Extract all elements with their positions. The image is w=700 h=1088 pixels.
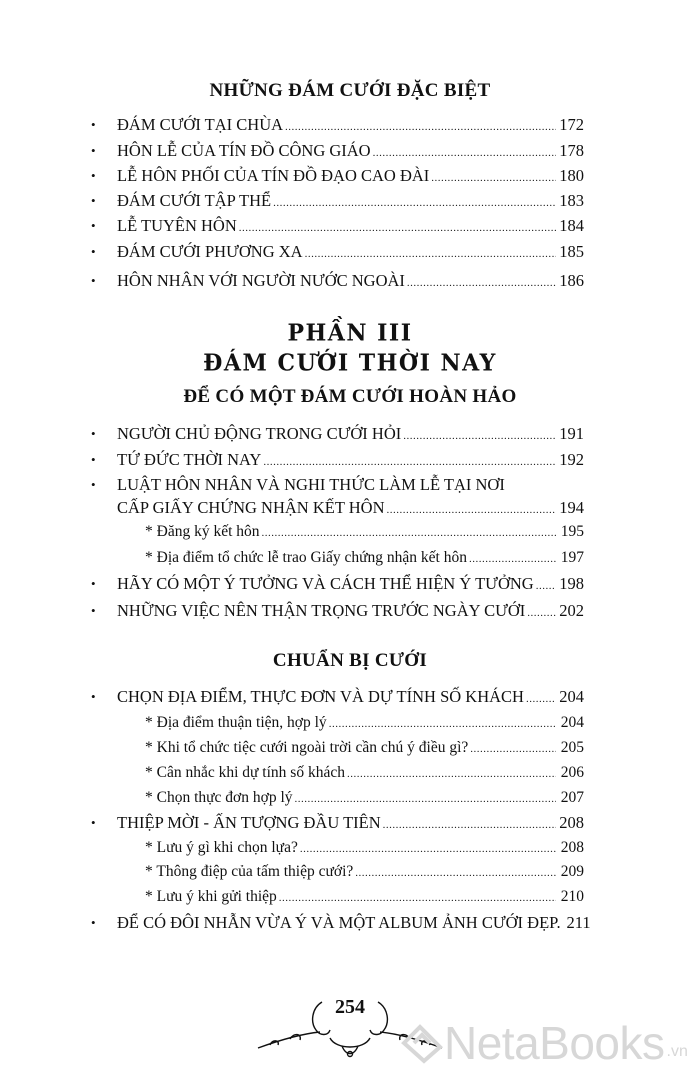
bullet-icon: • <box>91 218 96 233</box>
toc-entry-page: 208 <box>560 839 584 856</box>
toc-subentry-label: * Địa điểm thuận tiện, hợp lý <box>145 714 327 731</box>
toc-entry[interactable] <box>92 240 584 264</box>
toc-subentry-label: * Thông điệp của tấm thiệp cưới? <box>145 863 354 880</box>
toc-subentry-label: * Đăng ký kết hôn <box>145 523 260 540</box>
dot-leader <box>329 712 556 736</box>
section-heading-dac-biet: NHỮNG ĐÁM CƯỚI ĐẶC BIỆT <box>209 80 491 101</box>
toc-entry-page: 178 <box>559 141 584 160</box>
bullet-icon: • <box>91 168 96 183</box>
dot-leader <box>373 141 556 165</box>
toc-entry-page: 172 <box>559 115 584 134</box>
dot-leader <box>407 271 556 295</box>
toc-entry-label: LỄ TUYÊN HÔN <box>117 216 237 235</box>
dot-leader <box>386 498 556 522</box>
toc-entry-page: 195 <box>560 523 584 540</box>
toc-subentry[interactable] <box>145 711 584 735</box>
toc-subentry[interactable] <box>145 736 584 760</box>
dot-leader <box>262 521 556 545</box>
bullet-icon: • <box>91 576 96 591</box>
dot-leader <box>536 574 556 598</box>
dot-leader <box>403 424 556 448</box>
bullet-icon: • <box>91 477 96 492</box>
toc-entry-page: 186 <box>559 271 584 290</box>
bullet-icon: • <box>91 117 96 132</box>
toc-entry[interactable] <box>92 189 584 213</box>
dot-leader <box>526 687 556 711</box>
toc-entry[interactable] <box>92 214 584 238</box>
toc-entry[interactable] <box>92 422 584 446</box>
toc-entry-first-line[interactable] <box>92 473 584 497</box>
toc-subentry-label: * Chọn thực đơn hợp lý <box>145 789 293 806</box>
toc-entry-label: LỄ HÔN PHỐI CỦA TÍN ĐỒ ĐẠO CAO ĐÀI <box>117 166 430 185</box>
toc-entry-page: 207 <box>560 789 584 806</box>
bullet-icon: • <box>91 815 96 830</box>
toc-subentry[interactable] <box>145 885 584 909</box>
toc-subentry-label: * Cân nhắc khi dự tính số khách <box>145 764 345 781</box>
bullet-icon: • <box>91 603 96 618</box>
toc-entry-page: 191 <box>559 424 584 443</box>
bullet-icon: • <box>91 452 96 467</box>
dot-leader <box>383 813 556 837</box>
dot-leader <box>305 242 556 266</box>
toc-entry-page: 204 <box>560 714 584 731</box>
toc-entry-page: 192 <box>559 450 584 469</box>
dot-leader <box>239 216 556 240</box>
toc-entry-page: 197 <box>560 549 584 566</box>
dot-leader <box>279 886 556 910</box>
toc-entry-page: 210 <box>560 888 584 905</box>
toc-entry-page: 208 <box>559 813 584 832</box>
dot-leader <box>273 191 556 215</box>
toc-entry-label: ĐÁM CƯỚI PHƯƠNG XA <box>117 242 303 261</box>
toc-entry-label-continued: CẤP GIẤY CHỨNG NHẬN KẾT HÔN <box>117 498 385 517</box>
toc-subentry-label: * Lưu ý khi gửi thiệp <box>145 888 277 905</box>
dot-leader <box>263 450 556 474</box>
toc-entry[interactable] <box>92 113 584 137</box>
dot-leader <box>300 837 556 861</box>
toc-entry-label: CHỌN ĐỊA ĐIỂM, THỰC ĐƠN VÀ DỰ TÍNH SỐ KHÁCH <box>117 687 524 706</box>
toc-subentry-label: * Địa điểm tổ chức lễ trao Giấy chứng nhận kết hôn <box>145 549 467 566</box>
toc-entry-page: 184 <box>559 216 584 235</box>
section-heading-chuan-bi: CHUẨN BỊ CƯỚI <box>272 650 428 671</box>
toc-entry-label: HÔN NHÂN VỚI NGƯỜI NƯỚC NGOÀI <box>117 271 405 290</box>
page-number: 254 <box>335 996 365 1018</box>
toc-entry-label: NGƯỜI CHỦ ĐỘNG TRONG CƯỚI HỎI <box>117 424 402 443</box>
section-heading-hoan-hao: ĐỂ CÓ MỘT ĐÁM CƯỚI HOÀN HẢO <box>183 386 517 407</box>
toc-entry-label: HÔN LỄ CỦA TÍN ĐỒ CÔNG GIÁO <box>117 141 371 160</box>
toc-entry-label: ĐỂ CÓ ĐÔI NHẪN VỪA Ý VÀ MỘT ALBUM ẢNH CƯỚI ĐẸP. <box>117 913 561 932</box>
dot-leader <box>295 787 557 811</box>
toc-entry[interactable] <box>92 599 584 623</box>
bullet-icon: • <box>91 426 96 441</box>
toc-entry-page: 198 <box>559 574 584 593</box>
toc-entry-label: TỨ ĐỨC THỜI NAY <box>117 450 262 469</box>
toc-subentry[interactable] <box>145 761 584 785</box>
toc-subentry[interactable] <box>145 786 584 810</box>
bullet-icon: • <box>91 689 96 704</box>
toc-entry-label: LUẬT HÔN NHÂN VÀ NGHI THỨC LÀM LỄ TẠI NƠI <box>117 475 505 494</box>
toc-entry-label: THIỆP MỜI - ẤN TƯỢNG ĐẦU TIÊN <box>117 813 381 832</box>
toc-entry[interactable] <box>92 685 584 709</box>
toc-entry[interactable] <box>92 572 584 596</box>
book-logo-icon <box>400 1021 444 1065</box>
toc-entry-page: 202 <box>559 601 584 620</box>
bullet-icon: • <box>91 244 96 259</box>
toc-entry[interactable] <box>92 139 584 163</box>
part-label: PHẦN III <box>287 319 413 347</box>
toc-entry[interactable] <box>92 811 584 835</box>
bullet-icon: • <box>91 143 96 158</box>
dot-leader <box>470 737 556 761</box>
toc-subentry-label: * Lưu ý gì khi chọn lựa? <box>145 839 298 856</box>
toc-subentry-label: * Khi tổ chức tiệc cưới ngoài trời cần chú ý điều gì? <box>145 739 469 756</box>
toc-entry-second-line[interactable] <box>92 496 584 520</box>
toc-subentry[interactable] <box>145 520 584 544</box>
toc-entry-page: 209 <box>560 863 584 880</box>
toc-subentry[interactable] <box>145 836 584 860</box>
toc-entry-page: 185 <box>559 242 584 261</box>
toc-subentry[interactable] <box>145 860 584 884</box>
watermark-suffix: .vn <box>666 1043 688 1060</box>
toc-entry-page: 183 <box>559 191 584 210</box>
dot-leader <box>347 762 556 786</box>
toc-entry[interactable] <box>92 269 584 293</box>
bullet-icon: • <box>91 273 96 288</box>
toc-entry-page: 180 <box>559 166 584 185</box>
toc-entry[interactable] <box>91 911 591 935</box>
toc-entry-page: 211 <box>566 913 591 932</box>
bullet-icon: • <box>91 193 96 208</box>
toc-entry-page: 204 <box>559 687 584 706</box>
dot-leader <box>469 547 556 571</box>
part-title: ĐÁM CƯỚI THỜI NAY <box>203 349 497 377</box>
toc-entry[interactable] <box>92 448 584 472</box>
toc-entry-label: ĐÁM CƯỚI TẬP THỂ <box>117 191 272 210</box>
toc-entry[interactable] <box>92 164 584 188</box>
toc-entry-label: NHỮNG VIỆC NÊN THẬN TRỌNG TRƯỚC NGÀY CƯỚI <box>117 601 526 620</box>
toc-entry-page: 194 <box>559 498 584 517</box>
dot-leader <box>527 601 556 625</box>
dot-leader <box>355 861 556 885</box>
dot-leader <box>285 115 556 139</box>
toc-entry-page: 206 <box>560 764 584 781</box>
watermark-logo <box>400 1016 688 1070</box>
bullet-icon: • <box>91 915 96 930</box>
toc-entry-label: ĐÁM CƯỚI TẠI CHÙA <box>117 115 284 134</box>
toc-subentry[interactable] <box>145 546 584 570</box>
toc-entry-label: HÃY CÓ MỘT Ý TƯỞNG VÀ CÁCH THỂ HIỆN Ý TƯỞNG <box>117 574 534 593</box>
dot-leader <box>431 166 556 190</box>
watermark-text: NetaBooks <box>444 1017 665 1069</box>
toc-entry-page: 205 <box>560 739 584 756</box>
